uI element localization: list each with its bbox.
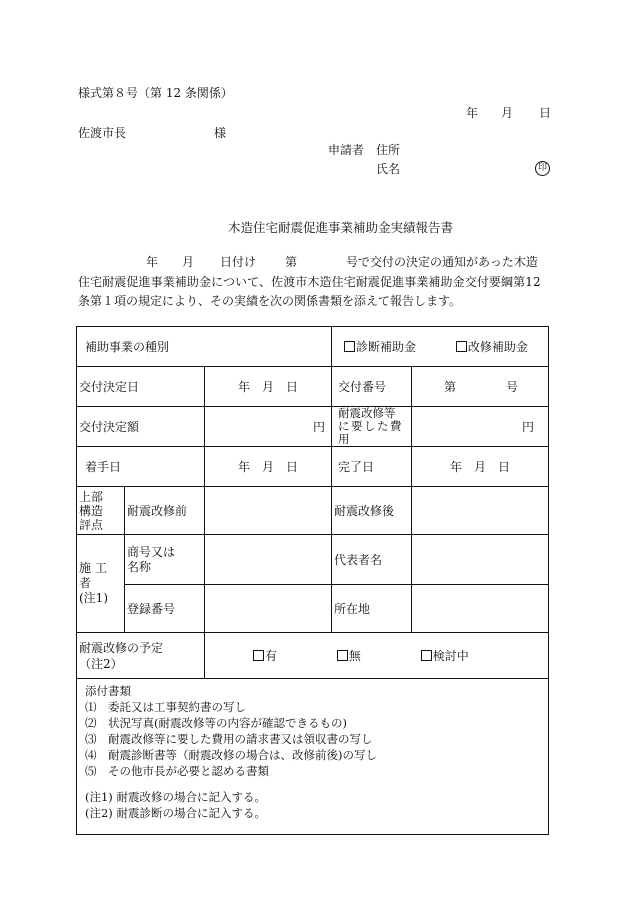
- attachment-item: ⑶ 耐震改修等に要した費用の請求書又は領収書の写し: [85, 732, 373, 746]
- cost-label: 耐震改修等 に要した費 用: [332, 407, 412, 447]
- intro-year: 年: [146, 255, 159, 269]
- location-label: 所在地: [332, 585, 412, 633]
- after-retrofit-label: 耐震改修後: [332, 487, 412, 535]
- attachment-item: ⑷ 耐震診断書等（耐震改修の場合は、改修前後)の写し: [85, 748, 377, 762]
- intro-month: 月: [182, 255, 195, 269]
- cost-field[interactable]: 円: [412, 407, 549, 447]
- document-title: 木造住宅耐震促進事業補助金実績報告書: [228, 220, 454, 235]
- row-contractor-reg: [77, 585, 549, 633]
- grant-number-field[interactable]: 第 号: [412, 367, 549, 407]
- checkbox-diagnosis[interactable]: [344, 341, 355, 352]
- row-decision-date: [77, 367, 549, 407]
- seal-mark: [535, 159, 550, 176]
- attachment-item: ⑸ その他市長が必要と認める書類: [85, 764, 269, 778]
- before-retrofit-label: 耐震改修前: [125, 487, 205, 535]
- applicant-name-label: 氏名: [376, 162, 401, 176]
- registration-number-label: 登録番号: [125, 585, 205, 633]
- row-attachments: [77, 679, 549, 835]
- attachments-section: [77, 679, 549, 835]
- checkbox-plan-considering[interactable]: [421, 650, 432, 661]
- decision-amount-label: 交付決定額: [77, 407, 205, 447]
- start-date-label: 着手日: [77, 447, 205, 487]
- date-day: 日: [539, 106, 552, 120]
- addressee-name: 佐渡市長: [78, 126, 127, 140]
- checkbox-plan-yes[interactable]: [253, 650, 264, 661]
- after-retrofit-field[interactable]: [412, 487, 549, 535]
- applicant-address-label: 住所: [376, 143, 401, 157]
- applicant-label: 申請者: [328, 143, 365, 157]
- report-table: [76, 326, 549, 835]
- finish-date-label: 完了日: [332, 447, 412, 487]
- row-dates: [77, 447, 549, 487]
- plan-option-considering[interactable]: 検討中: [421, 649, 469, 663]
- attachments-title: 添付書類: [85, 684, 131, 698]
- registration-number-field[interactable]: [205, 585, 332, 633]
- decision-date-field[interactable]: 年 月 日: [205, 367, 332, 407]
- seal-circle: 印: [535, 161, 550, 176]
- plan-option-no[interactable]: 無: [337, 649, 361, 663]
- intro-rest: 号で交付の決定の通知があった木造: [346, 255, 538, 269]
- intro-line3: 条第１項の規定により、その実績を次の関係書類を添えて報告します。: [78, 294, 462, 308]
- before-retrofit-field[interactable]: [205, 487, 332, 535]
- start-date-field[interactable]: 年 月 日: [205, 447, 332, 487]
- form-number: 様式第８号（第 12 条関係）: [78, 86, 233, 100]
- project-type-options: [332, 327, 549, 367]
- checkbox-plan-no[interactable]: [337, 650, 348, 661]
- intro-line2: 住宅耐震促進事業補助金について、佐渡市木造住宅耐震促進事業補助金交付要綱第12: [78, 275, 541, 289]
- row-structure-score: [77, 487, 549, 535]
- trade-name-field[interactable]: [205, 535, 332, 585]
- row-plan: [77, 633, 549, 679]
- row-project-type: [77, 327, 549, 367]
- note-1: (注1) 耐震改修の場合に記入する。: [85, 790, 266, 804]
- grant-number-label: 交付番号: [332, 367, 412, 407]
- note-2: (注2) 耐震診断の場合に記入する。: [85, 806, 266, 820]
- plan-label: 耐震改修の予定 （注2）: [77, 633, 205, 679]
- plan-option-yes[interactable]: 有: [253, 649, 277, 663]
- trade-name-label: 商号又は 名称: [125, 535, 205, 585]
- option-retrofit[interactable]: 改修補助金: [456, 340, 528, 354]
- intro-day-tsuke: 日付け: [220, 255, 257, 269]
- location-field[interactable]: [412, 585, 549, 633]
- decision-date-label: 交付決定日: [77, 367, 205, 407]
- plan-options: [205, 633, 549, 679]
- representative-field[interactable]: [412, 535, 549, 585]
- contractor-label: 施 工 者 (注1): [77, 535, 125, 633]
- checkbox-retrofit[interactable]: [456, 341, 467, 352]
- date-month: 月: [501, 106, 514, 120]
- row-contractor-name: [77, 535, 549, 585]
- date-year: 年: [466, 106, 479, 120]
- finish-date-field[interactable]: 年 月 日: [412, 447, 549, 487]
- project-type-label: 補助事業の種別: [77, 327, 332, 367]
- option-diagnosis[interactable]: 診断補助金: [344, 340, 416, 354]
- intro-dai: 第: [285, 255, 298, 269]
- attachment-item: ⑵ 状況写真(耐震改修等の内容が確認できるもの): [85, 716, 347, 730]
- decision-amount-field[interactable]: 円: [205, 407, 332, 447]
- attachment-item: ⑴ 委託又は工事契約書の写し: [85, 700, 246, 714]
- representative-label: 代表者名: [332, 535, 412, 585]
- row-amount: [77, 407, 549, 447]
- structure-score-label: 上部 構造 評点: [77, 487, 125, 535]
- addressee-honorific: 様: [214, 126, 227, 140]
